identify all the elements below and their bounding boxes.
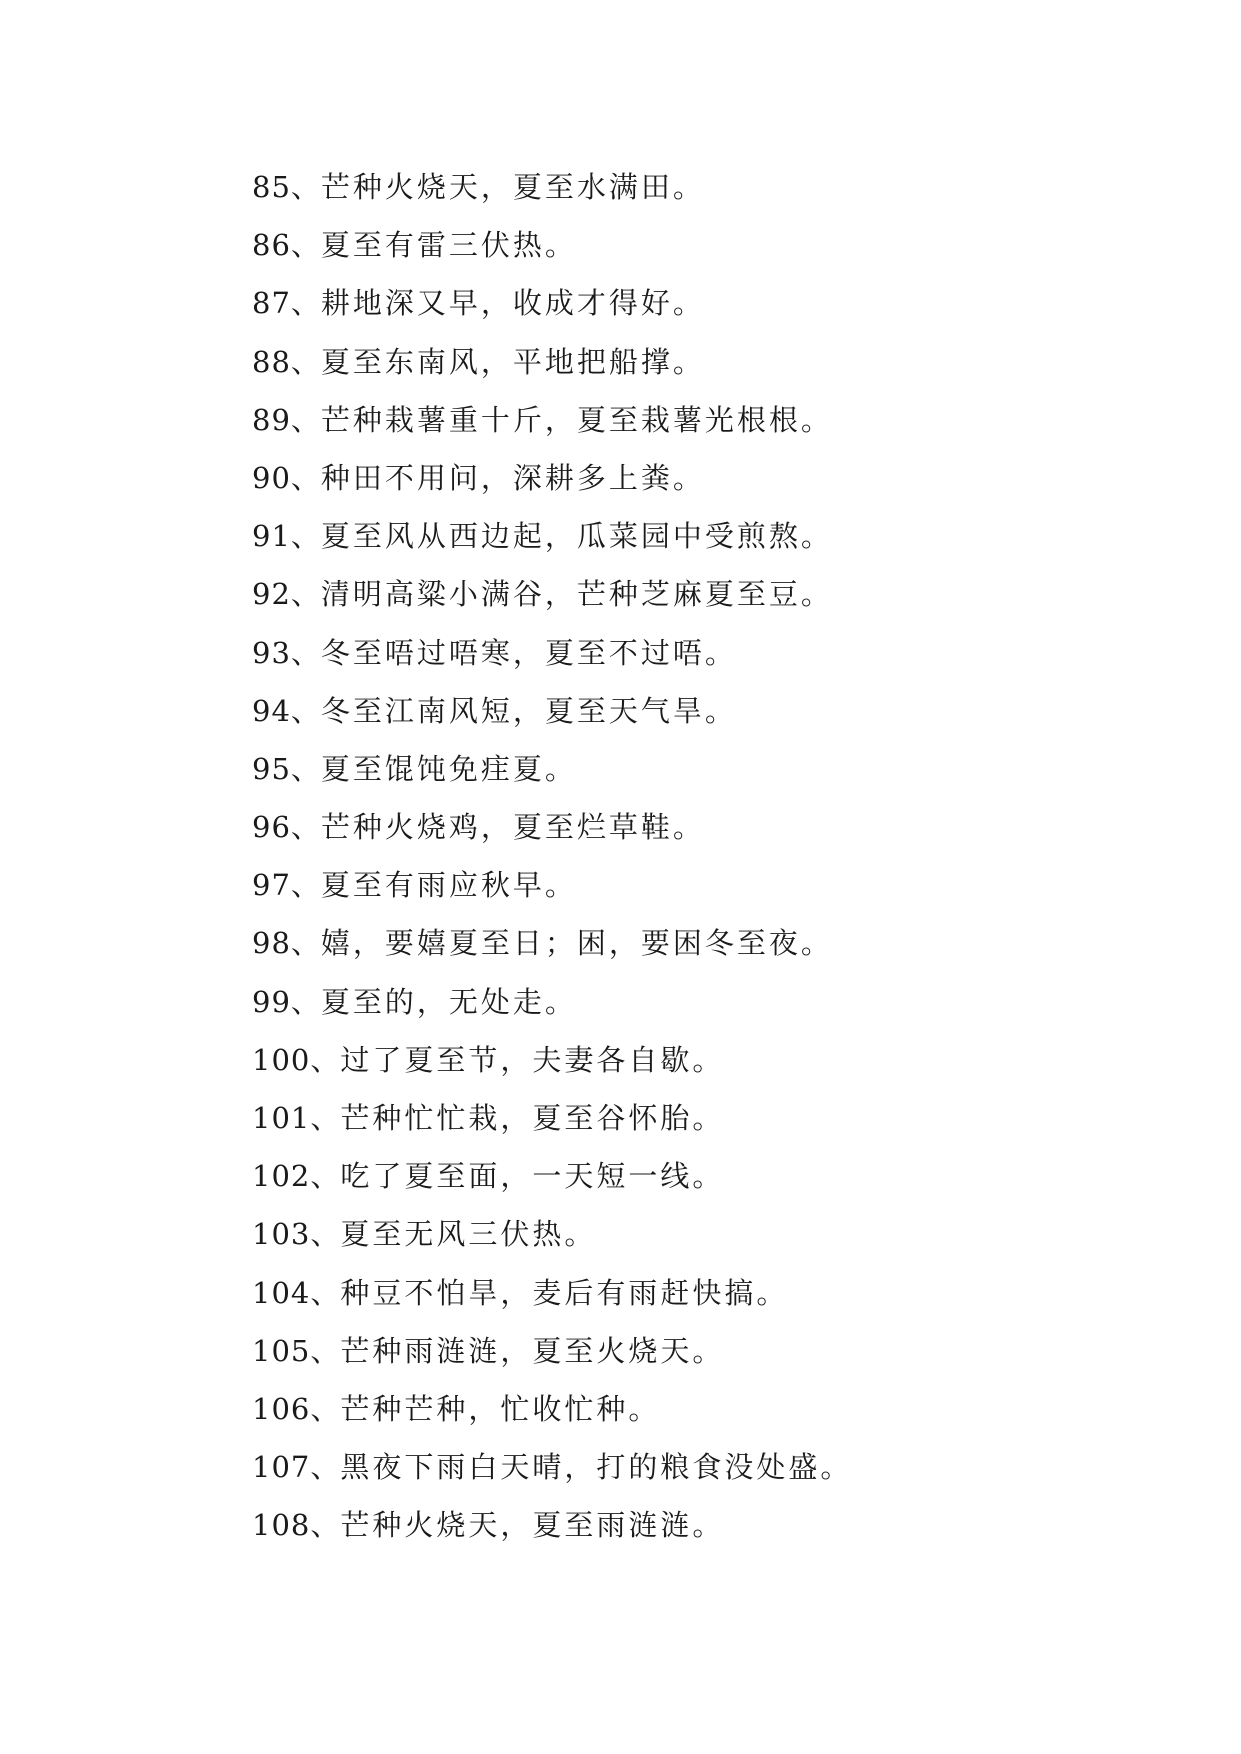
item-text: 冬至唔过唔寒，夏至不过唔。 xyxy=(320,635,737,670)
list-item xyxy=(252,1264,852,1322)
list-item xyxy=(252,274,852,332)
list-item xyxy=(252,1322,852,1380)
item-number: 108、 xyxy=(252,1508,341,1543)
list-item xyxy=(252,391,852,449)
proverb-list xyxy=(252,158,852,1555)
item-text: 种田不用问，深耕多上粪。 xyxy=(320,460,705,495)
list-item xyxy=(252,740,852,798)
item-text: 夏至馄饨免疰夏。 xyxy=(320,751,577,786)
item-text: 夏至风从西边起，瓜菜园中受煎熬。 xyxy=(320,519,833,554)
item-text: 芒种栽薯重十斤，夏至栽薯光根根。 xyxy=(320,402,833,437)
list-item xyxy=(252,507,852,565)
list-item xyxy=(252,333,852,391)
item-text: 芒种火烧天，夏至雨涟涟。 xyxy=(340,1508,725,1543)
list-item xyxy=(252,856,852,914)
item-number: 99、 xyxy=(252,984,321,1019)
item-number: 97、 xyxy=(252,868,321,903)
item-number: 95、 xyxy=(252,751,321,786)
item-text: 过了夏至节，夫妻各自歇。 xyxy=(340,1042,725,1077)
list-item xyxy=(252,682,852,740)
item-text: 清明高粱小满谷，芒种芝麻夏至豆。 xyxy=(320,577,833,612)
item-number: 98、 xyxy=(252,926,321,961)
item-number: 102、 xyxy=(252,1159,341,1194)
list-item xyxy=(252,1147,852,1205)
item-text: 芒种雨涟涟，夏至火烧天。 xyxy=(340,1333,725,1368)
item-number: 90、 xyxy=(252,460,321,495)
list-item xyxy=(252,624,852,682)
item-text: 芒种芒种，忙收忙种。 xyxy=(340,1391,661,1426)
item-text: 嬉，要嬉夏至日；困，要困冬至夜。 xyxy=(320,926,833,961)
list-item xyxy=(252,565,852,623)
item-text: 种豆不怕旱，麦后有雨赶快搞。 xyxy=(340,1275,789,1310)
item-number: 107、 xyxy=(252,1450,341,1485)
item-number: 88、 xyxy=(252,344,321,379)
item-text: 黑夜下雨白天晴，打的粮食没处盛。 xyxy=(340,1450,853,1485)
list-item xyxy=(252,1089,852,1147)
item-number: 86、 xyxy=(252,228,321,263)
item-number: 91、 xyxy=(252,519,321,554)
item-number: 92、 xyxy=(252,577,321,612)
item-number: 96、 xyxy=(252,810,321,845)
item-number: 94、 xyxy=(252,693,321,728)
list-item xyxy=(252,1496,852,1554)
list-item xyxy=(252,158,852,216)
item-text: 夏至无风三伏热。 xyxy=(340,1217,597,1252)
list-item xyxy=(252,1438,852,1496)
list-item xyxy=(252,216,852,274)
list-item xyxy=(252,1205,852,1263)
item-text: 夏至有雨应秋早。 xyxy=(320,868,577,903)
list-item xyxy=(252,449,852,507)
item-text: 夏至有雷三伏热。 xyxy=(320,228,577,263)
item-text: 芒种火烧天，夏至水满田。 xyxy=(320,170,705,204)
item-number: 104、 xyxy=(252,1275,341,1310)
list-item xyxy=(252,1031,852,1089)
list-item xyxy=(252,798,852,856)
item-number: 100、 xyxy=(252,1042,341,1077)
item-text: 芒种忙忙栽，夏至谷怀胎。 xyxy=(340,1101,725,1135)
item-text: 夏至的，无处走。 xyxy=(320,984,577,1019)
item-text: 耕地深又早，收成才得好。 xyxy=(320,286,705,321)
item-number: 85、 xyxy=(252,170,321,204)
list-item xyxy=(252,973,852,1031)
item-number: 87、 xyxy=(252,286,321,321)
item-number: 105、 xyxy=(252,1333,341,1368)
item-number: 93、 xyxy=(252,635,321,670)
list-item xyxy=(252,914,852,972)
item-number: 101、 xyxy=(252,1101,341,1135)
item-text: 吃了夏至面，一天短一线。 xyxy=(340,1159,725,1194)
item-text: 冬至江南风短，夏至天气旱。 xyxy=(320,693,737,728)
list-item xyxy=(252,1380,852,1438)
item-number: 103、 xyxy=(252,1217,341,1252)
item-text: 芒种火烧鸡，夏至烂草鞋。 xyxy=(320,810,705,845)
item-text: 夏至东南风，平地把船撑。 xyxy=(320,344,705,379)
item-number: 89、 xyxy=(252,402,321,437)
item-number: 106、 xyxy=(252,1391,341,1426)
